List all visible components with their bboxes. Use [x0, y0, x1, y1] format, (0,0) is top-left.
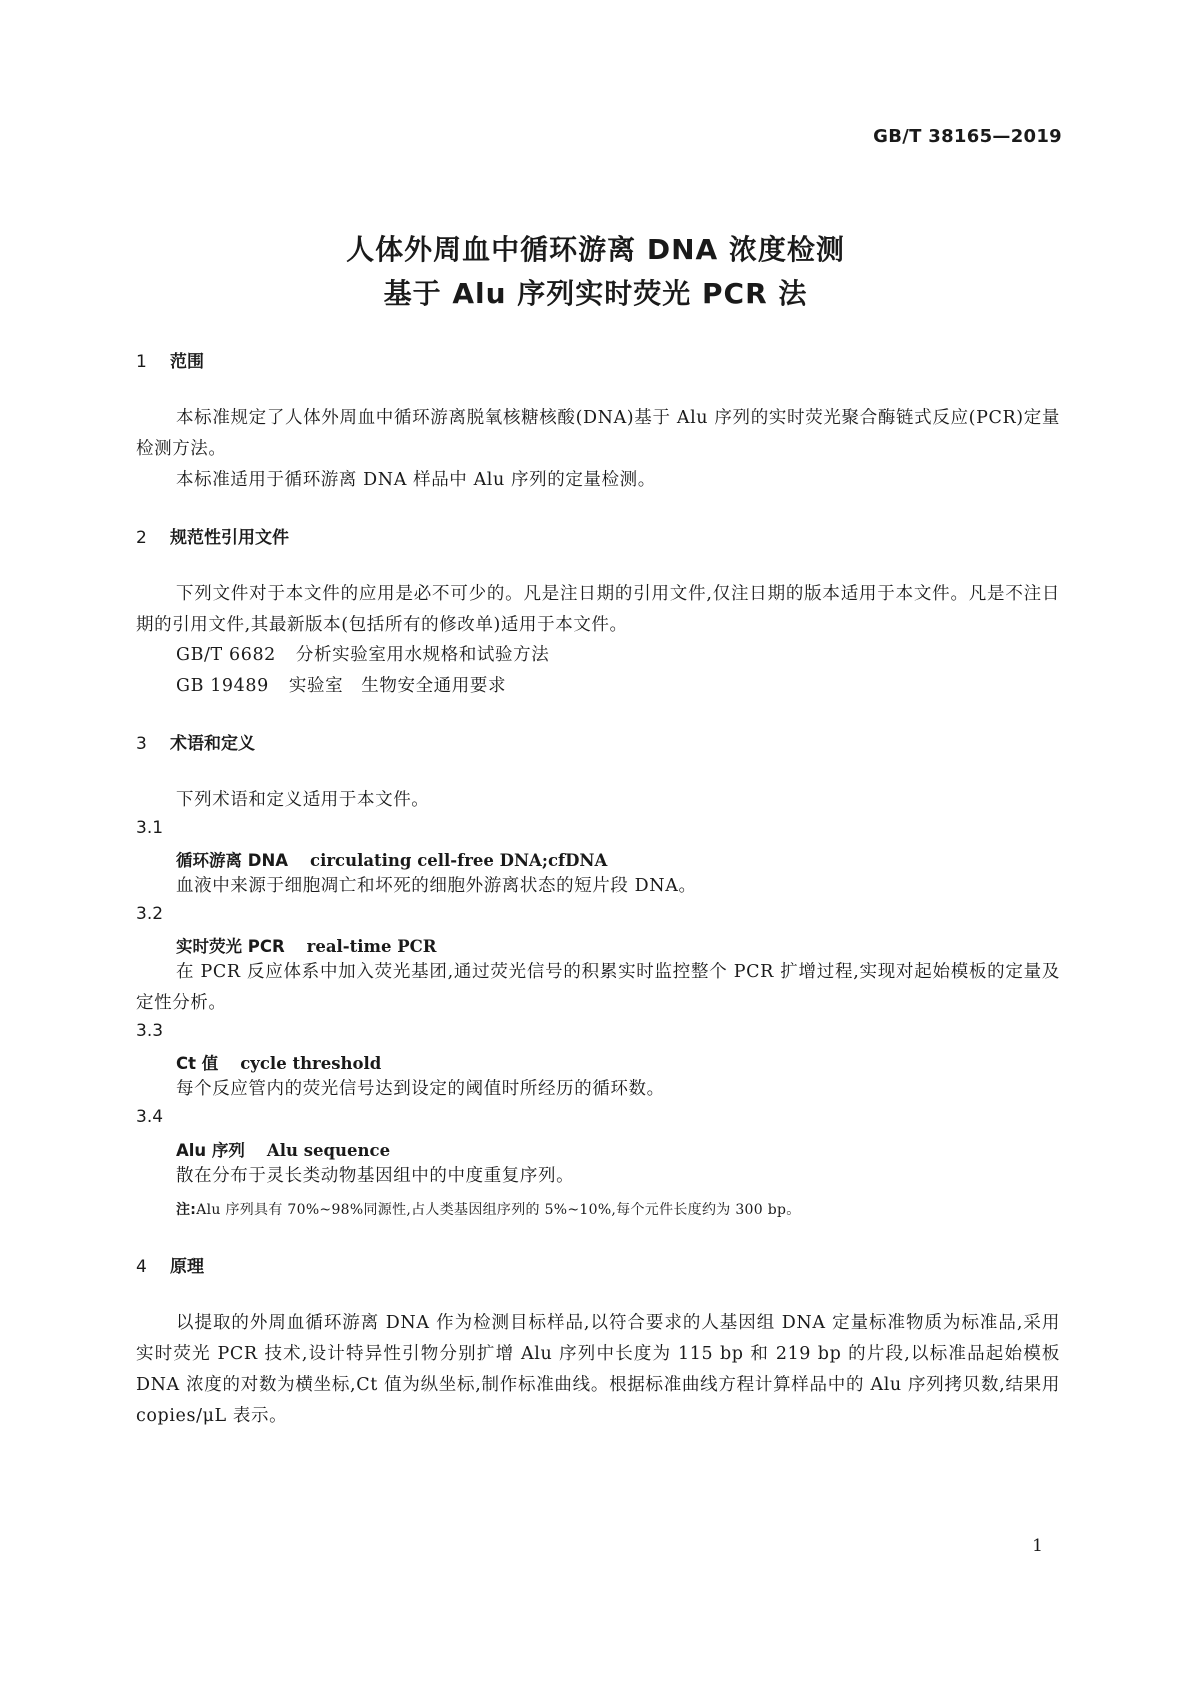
reference-item: [176, 641, 549, 666]
note-label: 注:: [176, 1202, 197, 1218]
term-en: Alu sequence: [266, 1141, 391, 1160]
term-zh: Alu 序列: [176, 1141, 245, 1160]
section-title: 术语和定义: [170, 734, 255, 754]
term-number: 3.4: [136, 1107, 164, 1127]
section-4-paragraph-1: 以提取的外周血循环游离 DNA 作为检测目标样品,以符合要求的人基因组 DNA 定量标准物质为标准品,采用实时荧光 PCR 技术,设计特异性引物分别扩增 Alu 序列中长度为 115 bp 和 219 bp 的片段,以标准品起始模板 DNA 浓度的对数为横坐标,Ct 值为纵坐标,制作标准曲线。根据标准曲线方程计算样品中的 Alu 序列拷贝数,结果用 copies/μL 表示。: [136, 1313, 1060, 1426]
section-1-heading: [136, 347, 204, 372]
section-2-heading: [136, 523, 289, 548]
section-number: 1: [136, 352, 147, 372]
term-definition: 血液中来源于细胞凋亡和坏死的细胞外游离状态的短片段 DNA。: [176, 876, 697, 896]
term-note: [176, 1199, 801, 1219]
term-definition: 在 PCR 反应体系中加入荧光基团,通过荧光信号的积累实时监控整个 PCR 扩增过程,实现对起始模板的定量及定性分析。: [136, 962, 1060, 1013]
term-number: 3.2: [136, 904, 164, 924]
section-number: 3: [136, 734, 147, 754]
term-heading: [176, 1137, 390, 1161]
section-title: 原理: [170, 1257, 204, 1277]
page-number: 1: [1032, 1536, 1043, 1556]
section-1-paragraph-2: 本标准适用于循环游离 DNA 样品中 Alu 序列的定量检测。: [176, 470, 656, 490]
reference-title: 实验室 生物安全通用要求: [288, 676, 507, 696]
section-title: 规范性引用文件: [170, 528, 289, 548]
term-en: circulating cell-free DNA;cfDNA: [310, 851, 608, 870]
section-2-paragraph-1: 下列文件对于本文件的应用是必不可少的。凡是注日期的引用文件,仅注日期的版本适用于本文件。凡是不注日期的引用文件,其最新版本(包括所有的修改单)适用于本文件。: [136, 584, 1060, 635]
section-title: 范围: [170, 352, 204, 372]
standard-code: GB/T 38165—2019: [873, 126, 1062, 147]
term-en: cycle threshold: [240, 1054, 382, 1073]
section-1-paragraph-1: 本标准规定了人体外周血中循环游离脱氧核糖核酸(DNA)基于 Alu 序列的实时荧光聚合酶链式反应(PCR)定量检测方法。: [136, 408, 1060, 459]
term-definition: 散在分布于灵长类动物基因组中的中度重复序列。: [176, 1166, 575, 1186]
document-title-line2: 基于 Alu 序列实时荧光 PCR 法: [383, 277, 808, 310]
term-en: real-time PCR: [306, 937, 437, 956]
note-text: Alu 序列具有 70%~98%同源性,占人类基因组序列的 5%~10%,每个元件长度约为 300 bp。: [196, 1202, 801, 1218]
reference-code: GB 19489: [176, 676, 269, 696]
term-number: 3.1: [136, 818, 164, 838]
document-title-line1: 人体外周血中循环游离 DNA 浓度检测: [346, 233, 845, 266]
term-zh: Ct 值: [176, 1054, 219, 1073]
section-number: 4: [136, 1257, 147, 1277]
term-zh: 实时荧光 PCR: [176, 937, 285, 956]
term-heading: [176, 847, 607, 871]
reference-item: [176, 672, 506, 697]
section-number: 2: [136, 528, 147, 548]
term-definition: 每个反应管内的荧光信号达到设定的阈值时所经历的循环数。: [176, 1079, 665, 1099]
term-number: 3.3: [136, 1021, 164, 1041]
term-zh: 循环游离 DNA: [176, 851, 289, 870]
term-heading: [176, 1050, 381, 1074]
reference-title: 分析实验室用水规格和试验方法: [295, 645, 550, 665]
reference-code: GB/T 6682: [176, 645, 276, 665]
section-3-heading: [136, 729, 255, 754]
section-4-heading: [136, 1252, 204, 1277]
term-heading: [176, 933, 437, 957]
section-3-intro: 下列术语和定义适用于本文件。: [176, 790, 430, 810]
